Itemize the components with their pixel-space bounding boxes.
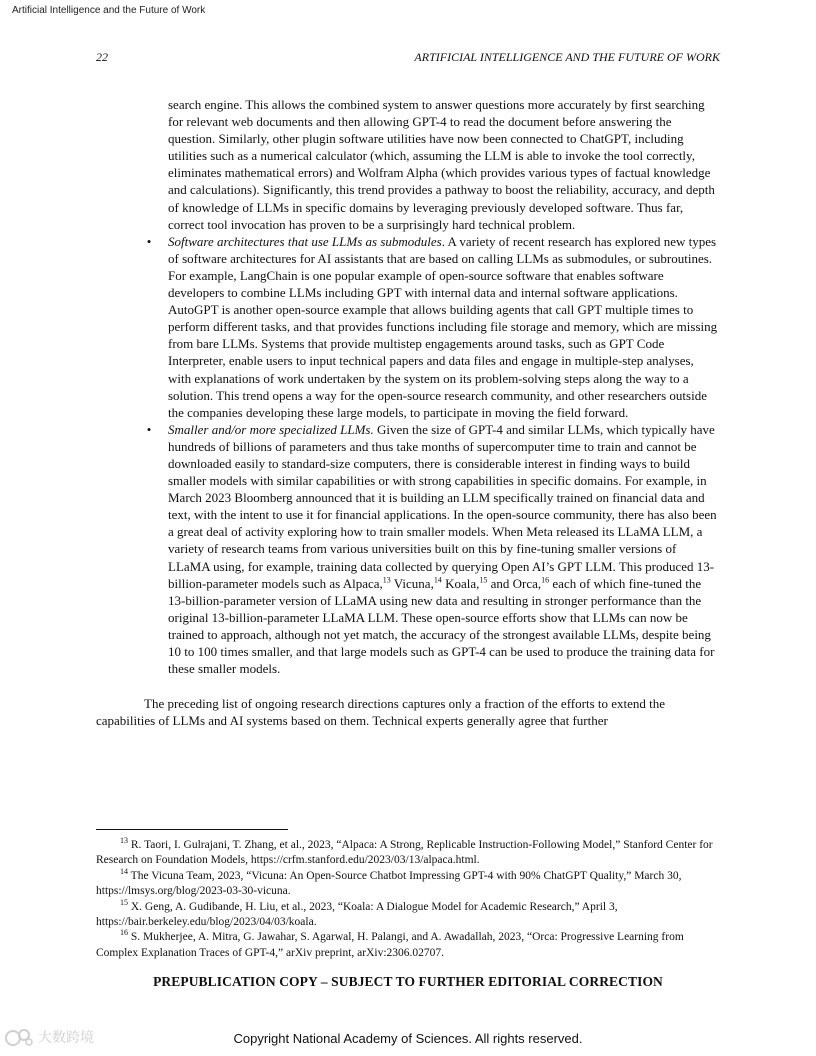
bullet-text: Given the size of GPT-4 and similar LLMs, which typically have hundreds of billions of parameters and thus take months of supercomputer time to train and cannot be downloaded easily to standard-size computers, there is considerable interest in finding ways to build smaller models with similar capabilities or with strong capabilities in specific domains. For example, in March 2023 Bloomberg announced that it is building an LLM specifically trained on financial data and text, with the intent to use it for financial applications. In the open-source community, there has also been a great deal of activity exploring how to train smaller models. When Meta released its LLaMA LLM, a variety of research teams from various universities built on this by fine-tuning smaller versions of LLaMA using, for example, training data collected by querying Open AI’s GPT LLM. This produced 13-billion-parameter models such as Alpaca, [168,421,717,591]
running-title: ARTIFICIAL INTELLIGENCE AND THE FUTURE OF WORK [414,50,720,64]
footnote-14 [96,866,720,900]
bullet-term: Smaller and/or more specialized LLMs. [168,421,374,437]
page-number: 22 [96,50,108,64]
footnote-divider [96,829,288,830]
bullet-text: Vicuna, [390,575,434,591]
footnote-number: 13 [120,836,128,846]
footnote-number: 15 [120,897,128,907]
watermark-text: 大数跨境 [38,1030,94,1046]
footnote-text: R. Taori, I. Gulrajani, T. Zhang, et al., 2023, “Alpaca: A Strong, Replicable Instruction-Following Model,” Stanford Center for Research on Foundation Models, https://crfm.stanford.edu/2023/03/13/alpaca.html. [96,839,713,867]
bullet-marker: • [146,233,152,249]
footnote-16 [96,930,720,961]
bullet-text: each of which fine-tuned the 13-billion-parameter version of LLaMA using new data and resulting in stronger performance than the original 13-billion-parameter LLaMA LLM. These open-source efforts show that LLMs can now be trained to approach, although not yet match, the accuracy of the strongest available LLMs, despite being 10 to 100 times smaller, and that large models such as GPT-4 can be used to produce the training data for these smaller models. [168,575,715,677]
footnote-15 [96,897,720,931]
copyright-notice: Copyright National Academy of Sciences. All rights reserved. [233,1031,583,1046]
bullet-item-smaller-llms [96,421,720,677]
footnote-ref-13[interactable]: 13 [382,575,391,585]
footnote-ref-16[interactable]: 16 [541,575,550,585]
footnote-text: The Vicuna Team, 2023, “Vicuna: An Open-Source Chatbot Impressing GPT-4 with 90% ChatGPT Quality,” March 30, https://lmsys.org/blog/2023-03-30-vicuna. [96,869,682,898]
continued-bullet-text: search engine. This allows the combined system to answer questions more accurately by first searching for relevant web documents and then allowing GPT-4 to read the document before answering the question. Similarly, other plugin software utilities have now been connected to ChatGPT, including utilities such as a numerical calculator (which, assuming the LLM is able to invoke the tool correctly, eliminates mathematical errors) and Wolfram Alpha (which provides various types of factual knowledge and calculations). Significantly, this trend provides a pathway to boost the reliability, accuracy, and depth of knowledge of LLMs in specific domains by leveraging previously developed software. Thus far, correct tool invocation has proven to be a surprisingly hard technical problem. [168,97,715,232]
running-header [96,50,720,65]
bullet-marker: • [146,421,152,437]
prepublication-notice: PREPUBLICATION COPY – SUBJECT TO FURTHER EDITORIAL CORRECTION [153,974,663,989]
bullet-text: and Orca, [487,575,542,591]
bullet-text: Koala, [441,575,480,591]
bullet-term: Software architectures that use LLMs as submodules [168,233,442,249]
footnote-number: 14 [120,866,128,876]
footnote-number: 16 [120,928,128,938]
final-paragraph: The preceding list of ongoing research directions captures only a fraction of the efforts to extend the capabilities of LLMs and AI systems based on them. Technical experts generally agree that further [96,696,666,729]
footnote-13 [96,838,720,869]
document-title: Artificial Intelligence and the Future of Work [12,5,206,16]
bullet-list [96,233,720,677]
footnote-text: S. Mukherjee, A. Mitra, G. Jawahar, S. Agarwal, H. Palangi, and A. Awadallah, 2023, “Orca: Progressive Learning from Complex Explanation Traces of GPT-4,” arXiv preprint, arXiv:2306.02707. [96,931,684,959]
bullet-item-software-architectures [96,233,720,421]
body-text [96,96,720,729]
footnote-ref-14[interactable]: 14 [433,575,442,585]
footnote-text: X. Geng, A. Gudibande, H. Liu, et al., 2023, “Koala: A Dialogue Model for Academic Research,” April 3, https://bair.berkeley.edu/blog/2023/04/03/koala. [96,900,618,929]
footnote-ref-15[interactable]: 15 [479,575,488,585]
footnotes [96,838,720,961]
bullet-text: . A variety of recent research has explored new types of software architectures for AI assistants that are based on calling LLMs as submodules, or subroutines. For example, LangChain is one popular example of open-source software that enables software developers to combine LLMs including GPT with internal data and internal software applications. AutoGPT is another open-source example that allows building agents that call GPT multiple times to perform different tasks, and that provides functions including file storage and memory, which are missing from bare LLMs. Systems that provide multistep engagements around tasks, such as GPT Code Interpreter, enable users to input technical papers and data files and engage in multiple-step analyses, with explanations of work undertaken by the system on its problem-solving steps along the way to a solution. This trend opens a way for the open-source research community, and other researchers outside the companies developing these large models, to participate in moving the field forward. [168,233,718,420]
